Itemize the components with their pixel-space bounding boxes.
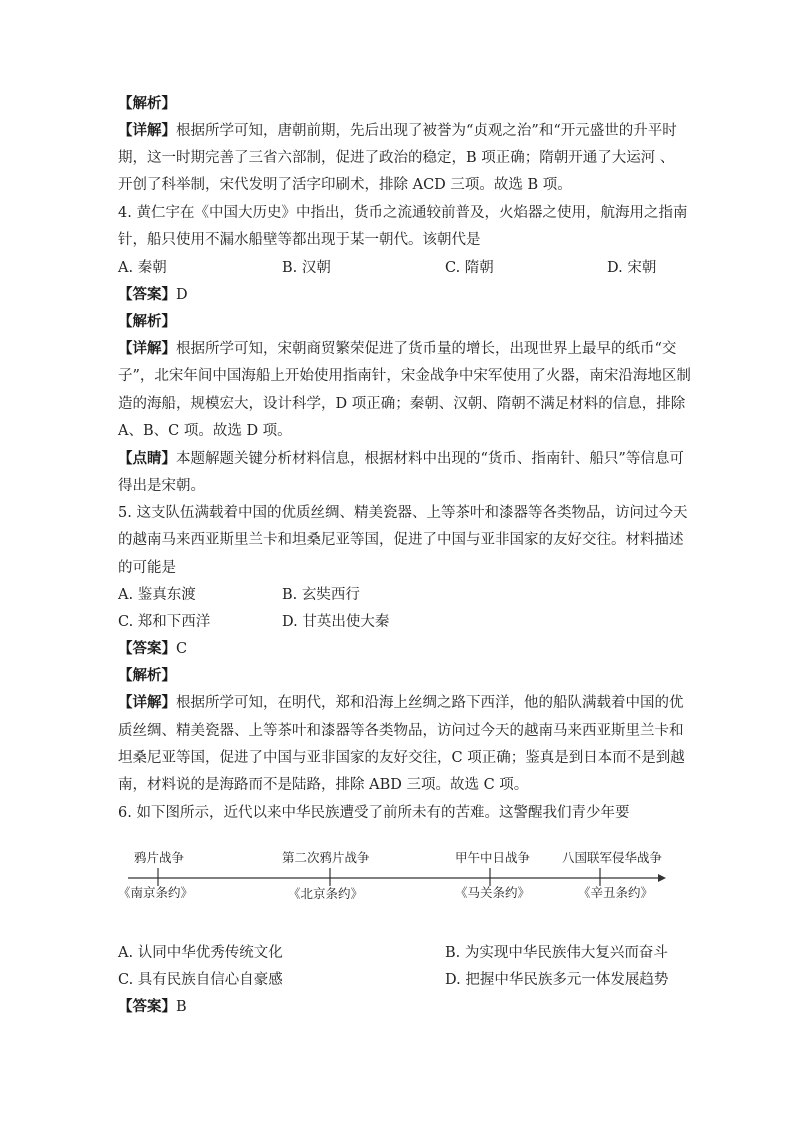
- timeline-treaty-1: 《南京条约》: [118, 885, 194, 900]
- q4-dianjing-line-1: 【点睛】本题解题关键分析材料信息，根据材料中出现的“货币、指南针、船只”等信息可: [118, 451, 684, 467]
- xiangjie-tag: 【详解】: [118, 123, 176, 139]
- q4-stem-line-2: 针，船只使用不漏水船壁等都出现于某一朝代。该朝代是: [118, 232, 481, 248]
- answer-tag: 【答案】: [118, 287, 176, 303]
- q5-option-c: C. 郑和下西洋: [118, 614, 211, 630]
- q6-option-c: C. 具有民族自信心自豪感: [118, 972, 283, 988]
- q4-explanation-line-3: 造的海船，规模宏大，设计科学，D 项正确；秦朝、汉朝、隋朝不满足材料的信息，排除: [118, 396, 686, 412]
- q5-stem-line-2: 的越南马来西亚斯里兰卡和坦桑尼亚等国，促进了中国与亚非国家的友好交往。材料描述: [118, 532, 684, 548]
- timeline-war-2: 第二次鸦片战争: [282, 850, 370, 865]
- answer-tag: 【答案】: [118, 999, 176, 1015]
- timeline-war-4: 八国联军侵华战争: [562, 850, 663, 865]
- timeline-treaty-2: 《北京条约》: [288, 886, 364, 901]
- jiexi-heading: 【解析】: [118, 96, 176, 112]
- q5-stem-line-3: 的可能是: [118, 560, 176, 576]
- timeline-treaty-4: 《辛丑条约》: [578, 885, 654, 900]
- q4-option-a: A. 秦朝: [118, 260, 167, 276]
- q4-stem-line-1: 4. 黄仁宇在《中国大历史》中指出，货币之流通较前普及，火焰器之使用，航海用之指南: [118, 205, 688, 221]
- q4-explanation-line-1: 【详解】根据所学可知，宋朝商贸繁荣促进了货币量的增长，出现世界上最早的纸币“交: [118, 341, 677, 357]
- q4-dianjing-line-2: 得出是宋朝。: [118, 478, 205, 494]
- q5-explanation-line-2: 质丝绸、精美瓷器、上等茶叶和漆器等各类物品，访问过今天的越南马来西亚斯里兰卡和: [118, 723, 684, 739]
- prev-explanation-line-3: 开创了科举制，宋代发明了活字印刷术，排除 ACD 三项。故选 B 项。: [118, 177, 572, 193]
- q6-answer-value: B: [176, 999, 187, 1015]
- q5-explanation-line-3: 坦桑尼亚等国，促进了中国与亚非国家的友好交往，C 项正确；鉴真是到日本而不是到越: [118, 750, 685, 766]
- prev-explanation-line-1: 【详解】根据所学可知，唐朝前期，先后出现了被誉为“贞观之治”和“开元盛世的升平时: [118, 123, 677, 139]
- q5-stem-line-1: 5. 这支队伍满载着中国的优质丝绸、精美瓷器、上等茶叶和漆器等各类物品，访问过今天: [118, 505, 688, 521]
- q5-answer-value: C: [176, 641, 188, 657]
- q6-option-d: D. 把握中华民族多元一体发展趋势: [445, 972, 669, 988]
- q5-answer: [118, 639, 187, 659]
- q5-explanation-line-4: 南，材料说的是海路而不是陆路，排除 ABD 三项。故选 C 项。: [118, 777, 529, 793]
- xiangjie-tag: 【详解】: [118, 341, 176, 357]
- q5-explanation-line-1: 【详解】根据所学可知，在明代，郑和沿海上丝绸之路下西洋，他的船队满载着中国的优: [118, 695, 684, 711]
- q6-answer: [118, 997, 187, 1017]
- q4-jiexi-heading: 【解析】: [118, 314, 176, 330]
- timeline-treaty-3: 《马关条约》: [455, 885, 531, 900]
- q4-option-c: C. 隋朝: [445, 260, 494, 276]
- q5-option-d: D. 甘英出使大秦: [282, 614, 390, 630]
- q4-option-d: D. 宋朝: [607, 260, 657, 276]
- q4-explanation-line-4: A、B、C 项。故选 D 项。: [118, 423, 292, 439]
- q6-option-a: A. 认同中华优秀传统文化: [118, 945, 283, 961]
- q6-stem: 6. 如下图所示，近代以来中华民族遭受了前所未有的苦难。这警醒我们青少年要: [118, 805, 630, 821]
- q4-answer: [118, 285, 188, 305]
- prev-explanation-line-2: 期，这一时期完善了三省六部制，促进了政治的稳定，B 项正确；隋朝开通了大运河 、: [118, 150, 675, 166]
- xiangjie-tag: 【详解】: [118, 695, 176, 711]
- q6-option-b: B. 为实现中华民族伟大复兴而奋斗: [445, 945, 668, 961]
- dianjing-tag: 【点睛】: [118, 451, 176, 467]
- timeline-war-1: 鸦片战争: [134, 850, 185, 865]
- timeline-arrow: [658, 874, 666, 882]
- answer-tag: 【答案】: [118, 641, 176, 657]
- q5-option-a: A. 鉴真东渡: [118, 587, 196, 603]
- q5-option-b: B. 玄奘西行: [282, 587, 360, 603]
- q4-explanation-line-2: 子”，北宋年间中国海船上开始使用指南针，宋金战争中宋军使用了火器，南宋沿海地区制: [118, 368, 691, 384]
- q4-option-b: B. 汉朝: [282, 260, 331, 276]
- timeline-war-3: 甲午中日战争: [455, 850, 531, 865]
- q5-jiexi-heading: 【解析】: [118, 668, 176, 684]
- q4-answer-value: D: [176, 287, 188, 303]
